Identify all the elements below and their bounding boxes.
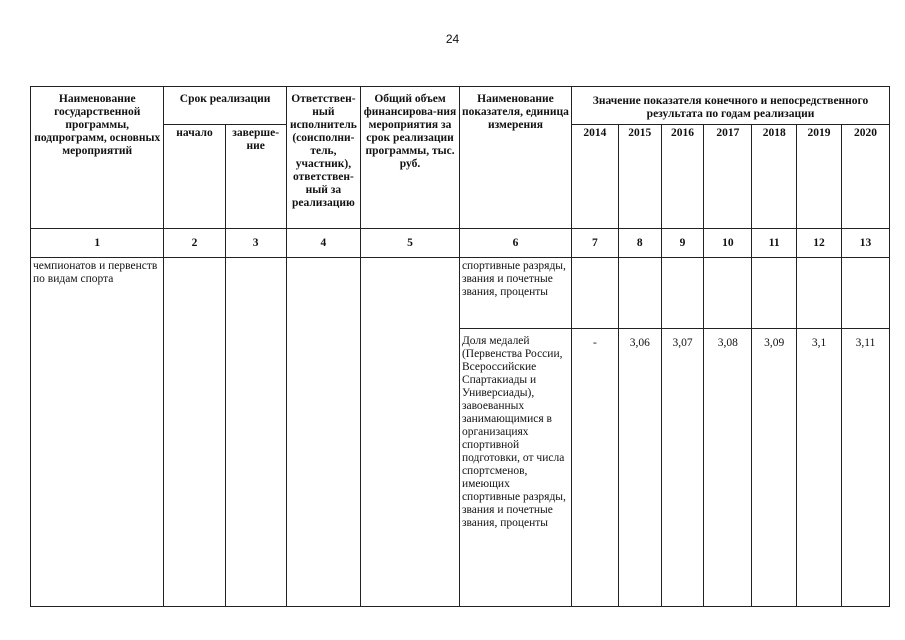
header-term-end: заверше-ние xyxy=(225,125,286,229)
value-cell: - xyxy=(572,329,619,607)
column-number: 10 xyxy=(704,229,752,258)
column-number: 7 xyxy=(572,229,619,258)
header-values: Значение показателя конечного и непосредственного результата по годам реализации xyxy=(572,87,890,125)
header-financing: Общий объем финансирова-ния мероприятия за срок реализации программы, тыс. руб. xyxy=(361,87,460,229)
column-number: 2 xyxy=(164,229,225,258)
header-year: 2014 xyxy=(572,125,619,229)
value-cell: 3,07 xyxy=(661,329,704,607)
value-cell xyxy=(572,258,619,329)
executor-cell xyxy=(286,258,360,607)
program-name-cell: чемпионатов и первенств по видам спорта xyxy=(31,258,164,607)
header-program-name: Наименование государственной программы, подпрограмм, основных мероприятий xyxy=(31,87,164,229)
financing-cell xyxy=(361,258,460,607)
column-number: 11 xyxy=(752,229,797,258)
header-year: 2016 xyxy=(661,125,704,229)
header-year: 2017 xyxy=(704,125,752,229)
value-cell: 3,1 xyxy=(797,329,842,607)
page-number: 24 xyxy=(445,32,460,46)
column-number: 13 xyxy=(841,229,889,258)
value-cell: 3,11 xyxy=(841,329,889,607)
value-cell: 3,08 xyxy=(704,329,752,607)
indicators-table xyxy=(30,86,890,607)
header-year: 2015 xyxy=(618,125,661,229)
value-cell xyxy=(841,258,889,329)
column-number: 3 xyxy=(225,229,286,258)
column-number: 6 xyxy=(459,229,571,258)
header-term-start: начало xyxy=(164,125,225,229)
term-start-cell xyxy=(164,258,225,607)
value-cell xyxy=(618,258,661,329)
header-executor: Ответствен-ный исполнитель (соисполни-тель, участник), ответствен-ный за реализацию xyxy=(286,87,360,229)
value-cell xyxy=(752,258,797,329)
header-year: 2020 xyxy=(841,125,889,229)
header-year: 2018 xyxy=(752,125,797,229)
table-row xyxy=(31,258,890,329)
header-term: Срок реализации xyxy=(164,87,286,125)
indicator-cell: спортивные разряды, звания и почетные звания, проценты xyxy=(459,258,571,329)
column-number: 9 xyxy=(661,229,704,258)
column-number: 12 xyxy=(797,229,842,258)
column-number-row xyxy=(31,229,890,258)
value-cell xyxy=(797,258,842,329)
value-cell xyxy=(704,258,752,329)
column-number: 8 xyxy=(618,229,661,258)
column-number: 4 xyxy=(286,229,360,258)
value-cell xyxy=(661,258,704,329)
column-number: 1 xyxy=(31,229,164,258)
term-end-cell xyxy=(225,258,286,607)
header-indicator: Наименование показателя, единица измерения xyxy=(459,87,571,229)
value-cell: 3,09 xyxy=(752,329,797,607)
indicator-cell: Доля медалей (Первенства России, Всероссийские Спартакиады и Универсиады), завоеванных занимающимися в организациях спортивной подготовки, от числа спортсменов, имеющих спортивные разряды, звания и почетные звания, проценты xyxy=(459,329,571,607)
value-cell: 3,06 xyxy=(618,329,661,607)
column-number: 5 xyxy=(361,229,460,258)
header-year: 2019 xyxy=(797,125,842,229)
